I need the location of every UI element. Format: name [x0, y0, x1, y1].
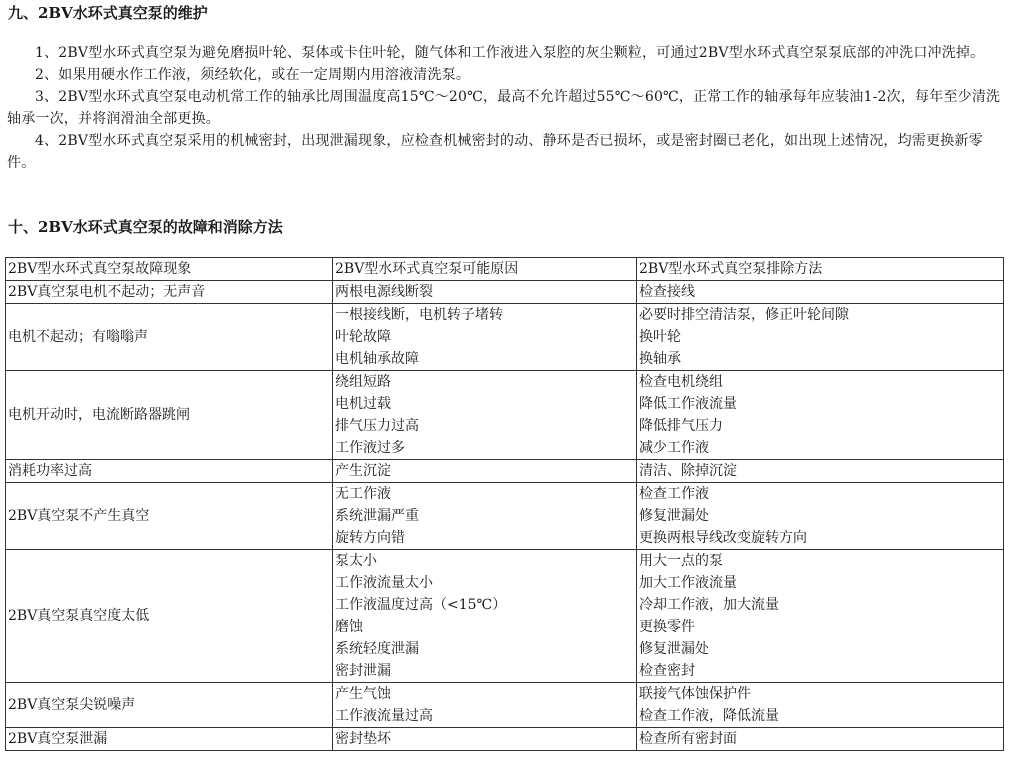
cause-cell: [333, 683, 637, 728]
remedy-cell: [637, 550, 1004, 683]
cause-line: 排气压力过高: [335, 418, 419, 434]
paragraph: 1、2BV型水环式真空泵为避免磨损叶轮、泵体或卡住叶轮，随气体和工作液进入泵腔的灰尘颗粒，可通过2BV型水环式真空泵泵底部的冲洗口冲洗掉。: [35, 45, 985, 61]
remedy-cell: [637, 304, 1004, 371]
paragraph: 2、如果用硬水作工作液，须经软化，或在一定周期内用溶液清洗泵。: [35, 67, 471, 83]
cause-line: 密封泄漏: [335, 663, 391, 679]
header-remedy: 2BV型水环式真空泵排除方法: [637, 258, 1004, 281]
cause-line: 绕组短路: [335, 374, 391, 390]
remedy-line: 减少工作液: [639, 440, 709, 456]
remedy-line: 修复泄漏处: [639, 508, 709, 524]
symptom-cell: 消耗功率过高: [6, 460, 333, 483]
symptom-cell: 电机不起动；有嗡嗡声: [6, 304, 333, 371]
cause-line: 工作液流量太小: [335, 575, 433, 591]
paragraph: 3、2BV型水环式真空泵电动机常工作的轴承比周围温度高15℃～20℃，最高不允许超过55℃～60℃，正常工作的轴承每年应装油1-2次，每年至少清洗轴承一次，并将润滑油全部更换。: [7, 89, 1001, 127]
symptom-cell: 2BV真空泵泄漏: [6, 728, 333, 751]
section-10-title: 十、2BV水环式真空泵的故障和消除方法: [8, 218, 283, 236]
table-body: [6, 281, 1004, 751]
table-row: [6, 728, 1004, 751]
cause-cell: [333, 550, 637, 683]
remedy-line: 更换两根导线改变旋转方向: [639, 530, 807, 546]
symptom-cell: 2BV真空泵电机不起动；无声音: [6, 281, 333, 304]
cause-line: 工作液流量过高: [335, 708, 433, 724]
section-9-title: 九、2BV水环式真空泵的维护: [8, 4, 208, 22]
cause-cell: [333, 371, 637, 460]
remedy-line: 换叶轮: [639, 329, 681, 345]
remedy-cell: [637, 483, 1004, 550]
remedy-line: 换轴承: [639, 351, 681, 367]
remedy-line: 检查电机绕组: [639, 374, 723, 390]
table-row: [6, 281, 1004, 304]
cause-line: 泵太小: [335, 553, 377, 569]
maintenance-paragraphs: [7, 42, 1003, 174]
cause-line: 旋转方向错: [335, 530, 405, 546]
cause-line: 密封垫坏: [335, 731, 391, 747]
remedy-line: 检查工作液: [639, 486, 709, 502]
symptom-cell: 2BV真空泵真空度太低: [6, 550, 333, 683]
cause-line: 两根电源线断裂: [335, 284, 433, 300]
remedy-line: 用大一点的泵: [639, 553, 723, 569]
table-row: [6, 683, 1004, 728]
table-row: [6, 371, 1004, 460]
cause-cell: [333, 483, 637, 550]
cause-cell: [333, 304, 637, 371]
cause-line: 系统轻度泄漏: [335, 641, 419, 657]
remedy-line: 降低排气压力: [639, 418, 723, 434]
remedy-line: 检查工作液，降低流量: [639, 708, 779, 724]
remedy-line: 冷却工作液，加大流量: [639, 597, 779, 613]
remedy-line: 降低工作液流量: [639, 396, 737, 412]
cause-line: 一根接线断，电机转子堵转: [335, 307, 503, 323]
cause-line: 产生沉淀: [335, 463, 391, 479]
remedy-cell: [637, 683, 1004, 728]
fault-table: [5, 257, 1004, 751]
table-header-row: [6, 258, 1004, 281]
cause-line: 电机过载: [335, 396, 391, 412]
remedy-line: 检查所有密封面: [639, 731, 737, 747]
remedy-line: 联接气体蚀保护件: [639, 686, 751, 702]
cause-cell: [333, 281, 637, 304]
remedy-line: 加大工作液流量: [639, 575, 737, 591]
table-row: [6, 304, 1004, 371]
remedy-line: 修复泄漏处: [639, 641, 709, 657]
cause-cell: [333, 728, 637, 751]
remedy-cell: [637, 728, 1004, 751]
remedy-line: 必要时排空清洁泵，修正叶轮间隙: [639, 307, 849, 323]
cause-line: 无工作液: [335, 486, 391, 502]
remedy-cell: [637, 460, 1004, 483]
remedy-line: 更换零件: [639, 619, 695, 635]
table-row: [6, 460, 1004, 483]
remedy-line: 清洁、除掉沉淀: [639, 463, 737, 479]
remedy-cell: [637, 281, 1004, 304]
remedy-cell: [637, 371, 1004, 460]
symptom-cell: 2BV真空泵尖锐噪声: [6, 683, 333, 728]
symptom-cell: 2BV真空泵不产生真空: [6, 483, 333, 550]
cause-line: 工作液温度过高（<15℃）: [335, 597, 507, 613]
cause-line: 产生气蚀: [335, 686, 391, 702]
paragraph: 4、2BV型水环式真空泵采用的机械密封，出现泄漏现象，应检查机械密封的动、静环是否已损坏，或是密封圈已老化，如出现上述情况，均需更换新零件。: [7, 133, 983, 171]
table-row: [6, 483, 1004, 550]
symptom-cell: 电机开动时，电流断路器跳闸: [6, 371, 333, 460]
cause-line: 磨蚀: [335, 619, 363, 635]
table-row: [6, 550, 1004, 683]
cause-line: 电机轴承故障: [335, 351, 419, 367]
remedy-line: 检查接线: [639, 284, 695, 300]
header-symptom: 2BV型水环式真空泵故障现象: [6, 258, 333, 281]
cause-line: 系统泄漏严重: [335, 508, 419, 524]
header-cause: 2BV型水环式真空泵可能原因: [333, 258, 637, 281]
cause-line: 工作液过多: [335, 440, 405, 456]
remedy-line: 检查密封: [639, 663, 695, 679]
cause-cell: [333, 460, 637, 483]
cause-line: 叶轮故障: [335, 329, 391, 345]
